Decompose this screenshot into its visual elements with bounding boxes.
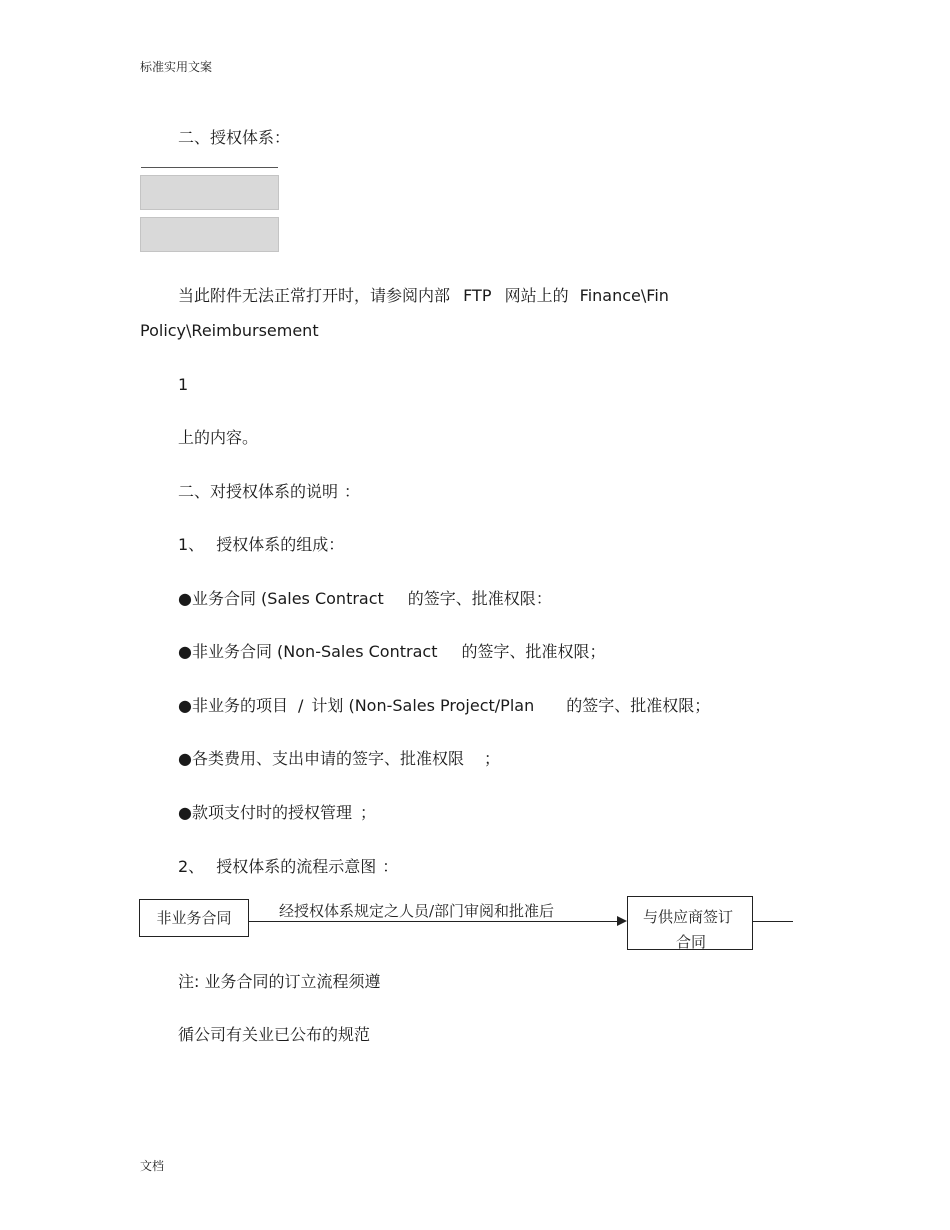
para1-line1: 当此附件无法正常打开时，请参阅内部 FTP 网站上的 Finance\Fin [178, 286, 669, 305]
flow-arrow-label: 经授权体系规定之人员/部门审阅和批准后 [279, 902, 555, 920]
page-number-inline: 1 [178, 375, 189, 394]
arrow-right-icon [617, 916, 627, 926]
divider-line [141, 167, 278, 168]
page-footer: 文档 [140, 1159, 165, 1173]
para1-line2: Policy\Reimbursement [140, 321, 319, 340]
bullet-expense-approval: ●各类费用、支出申请的签字、批准权限 ； [178, 749, 500, 768]
item2-heading: 2、 授权体系的流程示意图 ： [178, 857, 399, 876]
bullet-payment-authorization: ●款项支付时的授权管理 ； [178, 803, 376, 822]
bullet-non-sales-contract: ●非业务合同 (Non-Sales Contract 的签字、批准权限； [178, 642, 606, 661]
note-line1: 注: 业务合同的订立流程须遵 [178, 972, 381, 991]
flow-arrow-line-continued [753, 921, 793, 922]
bullet-sales-contract: ●业务合同 (Sales Contract 的签字、批准权限： [178, 589, 552, 608]
item1-heading: 1、 授权体系的组成： [178, 535, 345, 554]
attachment-placeholder-1[interactable] [140, 175, 279, 210]
section1-title: 二、授权体系： [178, 128, 291, 147]
authorization-flow-diagram [138, 893, 788, 951]
flow-box-non-sales-contract: 非业务合同 [139, 899, 249, 937]
page-header: 标准实用文案 [140, 60, 213, 74]
flow-arrow-line [249, 921, 619, 922]
flow-box-sign-with-supplier: 与供应商签订 合同 [627, 896, 753, 950]
bullet-non-sales-project: ●非业务的项目 / 计划 (Non-Sales Project/Plan 的签字、批准权限； [178, 696, 711, 715]
para2: 上的内容。 [178, 428, 259, 447]
section2-title: 二、对授权体系的说明 ： [178, 482, 361, 501]
attachment-placeholder-2[interactable] [140, 217, 279, 252]
note-line2: 循公司有关业已公布的规范 [178, 1025, 371, 1044]
